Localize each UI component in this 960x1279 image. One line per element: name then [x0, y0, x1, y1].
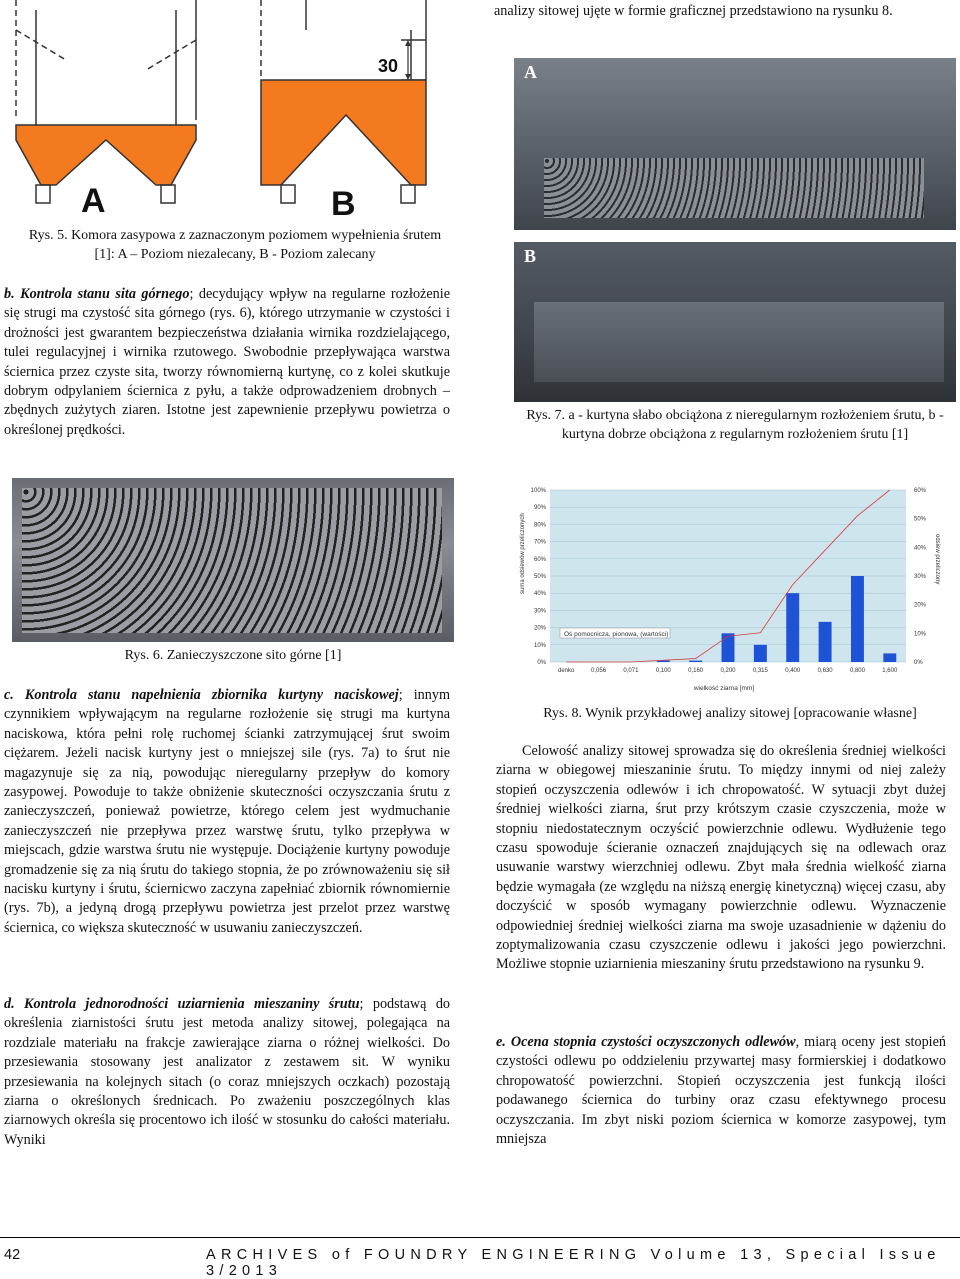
- left-tick-label: 0%: [537, 660, 546, 666]
- bar: [883, 653, 896, 662]
- contaminated-sieve: [22, 488, 442, 633]
- fig7-label-a: A: [524, 62, 537, 82]
- dimension-label: 30: [378, 56, 399, 76]
- annotation-text: Oś pomocnicza, pionowa, (wartości): [564, 631, 669, 638]
- section-b: [4, 285, 450, 440]
- section-b-text: ; decydujący wpływ na regularne rozłożenie się strugi ma czystość sita górnego (rys. 6), którego utrzymanie w czystości i drożności jest gwarantem bezpieczeństwa działania wirnika rozdzielającego, tulei regulacyjnej i wirnika rzutowego. Swobodnie przepływająca warstwa ściernica przez czyste sita, tworzy równomierną kurtynę, co z kolei skutkuje dobrym odpylaniem ściernica z pyłu, a także odprowadzeniem drobnych – zbędnych zużytych ziaren. Istotne jest zapewnienie przepływu powietrza o określonej prędkości.: [4, 286, 450, 438]
- journal-footer: ARCHIVES of FOUNDRY ENGINEERING Volume 13, Special Issue 3/2013: [206, 1247, 941, 1279]
- fig6-caption: Rys. 6. Zanieczyszczone sito górne [1]: [124, 648, 342, 663]
- right-tick-label: 10%: [914, 631, 927, 638]
- section-e-text: , miarą oceny jest stopień czystości odlewu po oddzieleniu przywartej masy formierskiej i dodatkowo chropowatość powierzchni. Stopień oczyszczenia jest funkcją ilości podawanego ściernica do turbiny oraz czasu efektywnego procesu oczyszczania. Im zbyt niski poziom ściernica w komorze zasypowej, tym mniejsza: [496, 1034, 946, 1148]
- left-tick-label: 70%: [533, 539, 546, 546]
- left-tick-label: 40%: [533, 591, 546, 598]
- fig7-caption: Rys. 7. a - kurtyna słabo obciążona z nieregularnym rozłożeniem śrutu, b - kurtyna dobrze obciążona z regularnym rozłożeniem śrutu [1]: [526, 408, 944, 442]
- right-axis-label: odsiew przeliczony: [934, 534, 940, 585]
- left-tick-label: 10%: [533, 642, 546, 649]
- right-tick-label: 0%: [914, 660, 923, 666]
- section-d-title: d. Kontrola jednorodności uziarnienia mieszaniny śrutu: [4, 996, 360, 1012]
- left-tick-label: 100%: [530, 488, 546, 494]
- fig8-caption: Rys. 8. Wynik przykładowej analizy sitowej [opracowanie własne]: [543, 706, 917, 721]
- fig8-chart: [512, 484, 948, 696]
- x-axis-label: wielkość ziarna [mm]: [693, 685, 755, 692]
- section-b-title: b. Kontrola stanu sita górnego: [4, 286, 190, 302]
- fig5-label-a: A: [81, 182, 106, 220]
- left-tick-label: 50%: [533, 574, 546, 580]
- left-tick-label: 90%: [533, 505, 546, 512]
- bar: [689, 661, 702, 662]
- x-tick-label: 0,160: [688, 668, 704, 674]
- fig7-label-b: B: [524, 246, 537, 266]
- bar: [786, 593, 799, 662]
- x-tick-label: 0,630: [817, 668, 833, 674]
- fig5-caption: Rys. 5. Komora zasypowa z zaznaczonym poziomem wypełnienia śrutem [1]: A – Poziom niezalecany, B - Poziom zalecany: [28, 228, 442, 262]
- top-right-text: analizy sitowej ujęte w formie graficznej przedstawiono na rysunku 8.: [494, 3, 893, 19]
- x-tick-label: 0,071: [623, 668, 639, 674]
- left-axis-label: suma odsiewów przeliczonych: [520, 513, 526, 594]
- section-c: [4, 686, 450, 938]
- section-d: [4, 995, 450, 1150]
- x-tick-label: 0,315: [752, 668, 768, 674]
- x-tick-label: 1,600: [882, 668, 898, 674]
- x-tick-label: 0,400: [785, 668, 801, 674]
- fig5-label-b: B: [331, 185, 356, 223]
- left-tick-label: 60%: [533, 556, 546, 563]
- curtain-shot: [534, 302, 944, 382]
- fig7-photo-b: [514, 242, 956, 402]
- chamber-a-fill: [16, 125, 196, 185]
- figure-5-drawing: [6, 0, 456, 225]
- x-tick-label: 0,800: [849, 668, 865, 674]
- footer-rule: [0, 1237, 960, 1238]
- fig6-photo: [12, 478, 454, 642]
- bar: [722, 633, 735, 662]
- sieve-mesh: [544, 158, 924, 218]
- x-tick-label: 0,100: [655, 668, 671, 674]
- x-tick-label: 0,200: [720, 668, 736, 674]
- chamber-b-fill: [261, 80, 426, 185]
- x-tick-label: denko: [558, 668, 575, 674]
- section-e: [496, 1033, 946, 1149]
- section-e-title: e. Ocena stopnia czystości oczyszczonych odlewów: [496, 1034, 796, 1050]
- right-tick-label: 50%: [914, 516, 927, 523]
- left-tick-label: 80%: [533, 522, 546, 529]
- right-tick-label: 30%: [914, 574, 927, 580]
- right-tick-label: 40%: [914, 545, 927, 552]
- bar: [754, 645, 767, 662]
- left-tick-label: 30%: [533, 608, 546, 615]
- section-d-text: ; podstawą do określenia ziarnistości śrutu jest metoda analizy sitowej, polegająca na rozdziale materiału na frakcje zawierające ziarna o różnej wielkości. Do przesiewania stosowany jest analizator z zestawem sit. W wyniku przesiewania na kolejnych sitach (o coraz mniejszych oczkach) pozostają ziarna o określonych średnicach. Po zważeniu poszczególnych klas ziarnowych określa się procentowo ich ilość w stosunku do całości materiału. Wyniki: [4, 996, 451, 1148]
- section-c-title: c. Kontrola stanu napełnienia zbiornika kurtyny naciskowej: [4, 687, 399, 703]
- left-tick-label: 20%: [533, 625, 546, 632]
- page-number: 42: [4, 1247, 21, 1263]
- right-tick-label: 60%: [914, 488, 927, 494]
- fig7-photo-a: [514, 58, 956, 230]
- bar: [851, 576, 864, 662]
- x-tick-label: 0,056: [591, 668, 607, 674]
- right-tick-label: 20%: [914, 602, 927, 609]
- bar: [819, 622, 832, 662]
- celowosc-paragraph: Celowość analizy sitowej sprowadza się do określenia średniej wielkości ziarna w obiegowej mieszaninie śrutu. To między innymi od niej zależy stopień oczyszczenia odlewów i ich chropowatość. W sytuacji zbyt dużej średniej wielkości ziarna, śrut przy krótszym czasie czyszczenia, może w stopniu niedostatecznym oczyścić powierzchnie odlewu. Wydłużenie tego czasu spowoduje ścieranie oznaczeń znajdujących się na odlewach oraz usuwanie warstwy wierzchniej odlewu. Zbyt mała średnia wielkość ziarna będzie wymagała (ze względu na niższą energię kinetyczną) więcej czasu, aby doczyścić w sposób wymagany powierzchnie odlewu. Wyznaczenie odpowiedniej średniej wielkości ziarna ma swoje uzasadnienie w dążeniu do zoptymalizowania czasu czyszczenie odlewu i jakości jego powierzchni. Możliwe stopnie uziarnienia mieszaniny śrutu przedstawiono na rysunku 9.: [496, 743, 946, 973]
- section-c-text: ; innym czynnikiem wpływającym na regularne rozłożenie się strugi ma kurtyna naciskowa, która pełni rolę ruchomej ścianki zatrzymującej śrut swoim ciężarem. Jeżeli nacisk kurtyny jest o mniejszej sile (rys. 7a) to śrut nie magazynuje się za nią, powodując nieregularny przepływ do komory zasypowej. Powoduje to także obniżenie skuteczności oczyszczania śrutu z zanieczyszczeń, ponieważ powietrze, którego celem jest wydmuchanie zanieczyszczeń nie przepływa przez warstwę śrutu, tylko przepływa w miejscach, gdzie warstwa śrutu nie występuje. Dociążenie kurtyny powoduje gromadzenie się za nią śrutu do takiego stopnia, że po zrównoważeniu się sił nacisku kurtyny i śrutu, ściernicwo zaczyna zapełniać zbiornik równomiernie (rys. 7b), a jedyną drogą przepływu powietrza jest przelot przez warstwę ściernica, co większa skuteczność w usuwaniu zanieczyszczeń.: [4, 687, 450, 936]
